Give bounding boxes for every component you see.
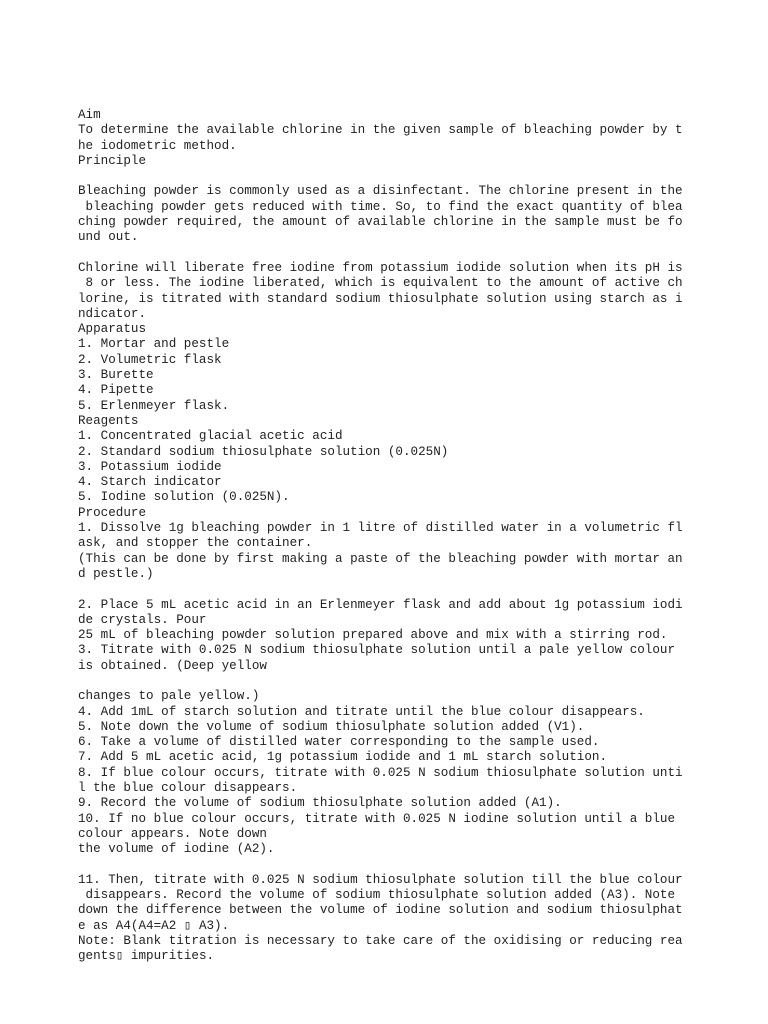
text-line: Bleaching powder is commonly used as a disinfectant. The chlorine present in the xyxy=(78,184,683,199)
text-line: ndicator. xyxy=(78,306,147,321)
text-line: gents▯ impurities. xyxy=(78,949,215,964)
text-line: 1. Dissolve 1g bleaching powder in 1 litre of distilled water in a volumetric fl xyxy=(78,521,683,536)
text-line: 5. Erlenmeyer flask. xyxy=(78,398,230,413)
text-line: 10. If no blue colour occurs, titrate with 0.025 N iodine solution until a blue xyxy=(78,811,676,826)
text-line: 6. Take a volume of distilled water corresponding to the sample used. xyxy=(78,735,600,750)
text-line: 8. If blue colour occurs, titrate with 0.025 N sodium thiosulphate solution unti xyxy=(78,765,683,780)
text-line: 3. Titrate with 0.025 N sodium thiosulphate solution until a pale yellow colour xyxy=(78,643,676,658)
text-line: e as A4(A4=A2 ▯ A3). xyxy=(78,918,230,933)
text-line: colour appears. Note down xyxy=(78,826,267,841)
text-line: 11. Then, titrate with 0.025 N sodium thiosulphate solution till the blue colour xyxy=(78,872,683,887)
text-line: ask, and stopper the container. xyxy=(78,536,313,551)
text-line xyxy=(78,582,718,597)
text-line: down the difference between the volume of iodine solution and sodium thiosulphat xyxy=(78,903,683,918)
text-line: (This can be done by first making a paste of the bleaching powder with mortar an xyxy=(78,551,683,566)
text-line: l the blue colour disappears. xyxy=(78,781,298,796)
text-line: lorine, is titrated with standard sodium thiosulphate solution using starch as i xyxy=(78,291,683,306)
document-body xyxy=(78,108,718,965)
text-line: he iodometric method. xyxy=(78,138,237,153)
text-line xyxy=(78,246,718,261)
text-line: 8 or less. The iodine liberated, which is equivalent to the amount of active ch xyxy=(78,276,683,291)
text-line: und out. xyxy=(78,230,139,245)
text-line: 4. Starch indicator xyxy=(78,475,222,490)
text-line: Principle xyxy=(78,153,147,168)
text-line: 25 mL of bleaching powder solution prepared above and mix with a stirring rod. xyxy=(78,628,668,643)
text-line: Aim xyxy=(78,108,101,122)
text-line xyxy=(78,858,718,873)
text-line: changes to pale yellow.) xyxy=(78,689,260,704)
text-line: 1. Concentrated glacial acetic acid xyxy=(78,429,343,444)
text-line: the volume of iodine (A2). xyxy=(78,842,275,857)
text-line: Apparatus xyxy=(78,322,147,337)
text-line: 4. Add 1mL of starch solution and titrate until the blue colour disappears. xyxy=(78,704,645,719)
text-line: is obtained. (Deep yellow xyxy=(78,658,267,673)
text-line: 9. Record the volume of sodium thiosulphate solution added (A1). xyxy=(78,796,562,811)
text-line: Note: Blank titration is necessary to take care of the oxidising or reducing rea xyxy=(78,934,683,949)
text-line: ching powder required, the amount of available chlorine in the sample must be fo xyxy=(78,215,683,230)
text-line: 4. Pipette xyxy=(78,383,154,398)
text-line: 5. Iodine solution (0.025N). xyxy=(78,490,290,505)
text-line xyxy=(78,674,718,689)
text-line: 5. Note down the volume of sodium thiosulphate solution added (V1). xyxy=(78,719,585,734)
text-line: d pestle.) xyxy=(78,566,154,581)
text-line: disappears. Record the volume of sodium thiosulphate solution added (A3). Note xyxy=(78,888,676,903)
text-line: 2. Standard sodium thiosulphate solution (0.025N) xyxy=(78,444,449,459)
text-line: 3. Burette xyxy=(78,368,154,383)
text-line: Chlorine will liberate free iodine from potassium iodide solution when its pH is xyxy=(78,260,683,275)
text-line: 3. Potassium iodide xyxy=(78,459,222,474)
text-line: Reagents xyxy=(78,413,139,428)
text-line: de crystals. Pour xyxy=(78,612,207,627)
text-line: bleaching powder gets reduced with time. So, to find the exact quantity of blea xyxy=(78,199,683,214)
text-line: 2. Place 5 mL acetic acid in an Erlenmeyer flask and add about 1g potassium iodi xyxy=(78,597,683,612)
text-line: Procedure xyxy=(78,505,147,520)
text-line: 1. Mortar and pestle xyxy=(78,337,230,352)
text-line: To determine the available chlorine in the given sample of bleaching powder by t xyxy=(78,123,683,138)
text-line xyxy=(78,169,718,184)
text-line: 7. Add 5 mL acetic acid, 1g potassium iodide and 1 mL starch solution. xyxy=(78,750,608,765)
text-line: 2. Volumetric flask xyxy=(78,352,222,367)
